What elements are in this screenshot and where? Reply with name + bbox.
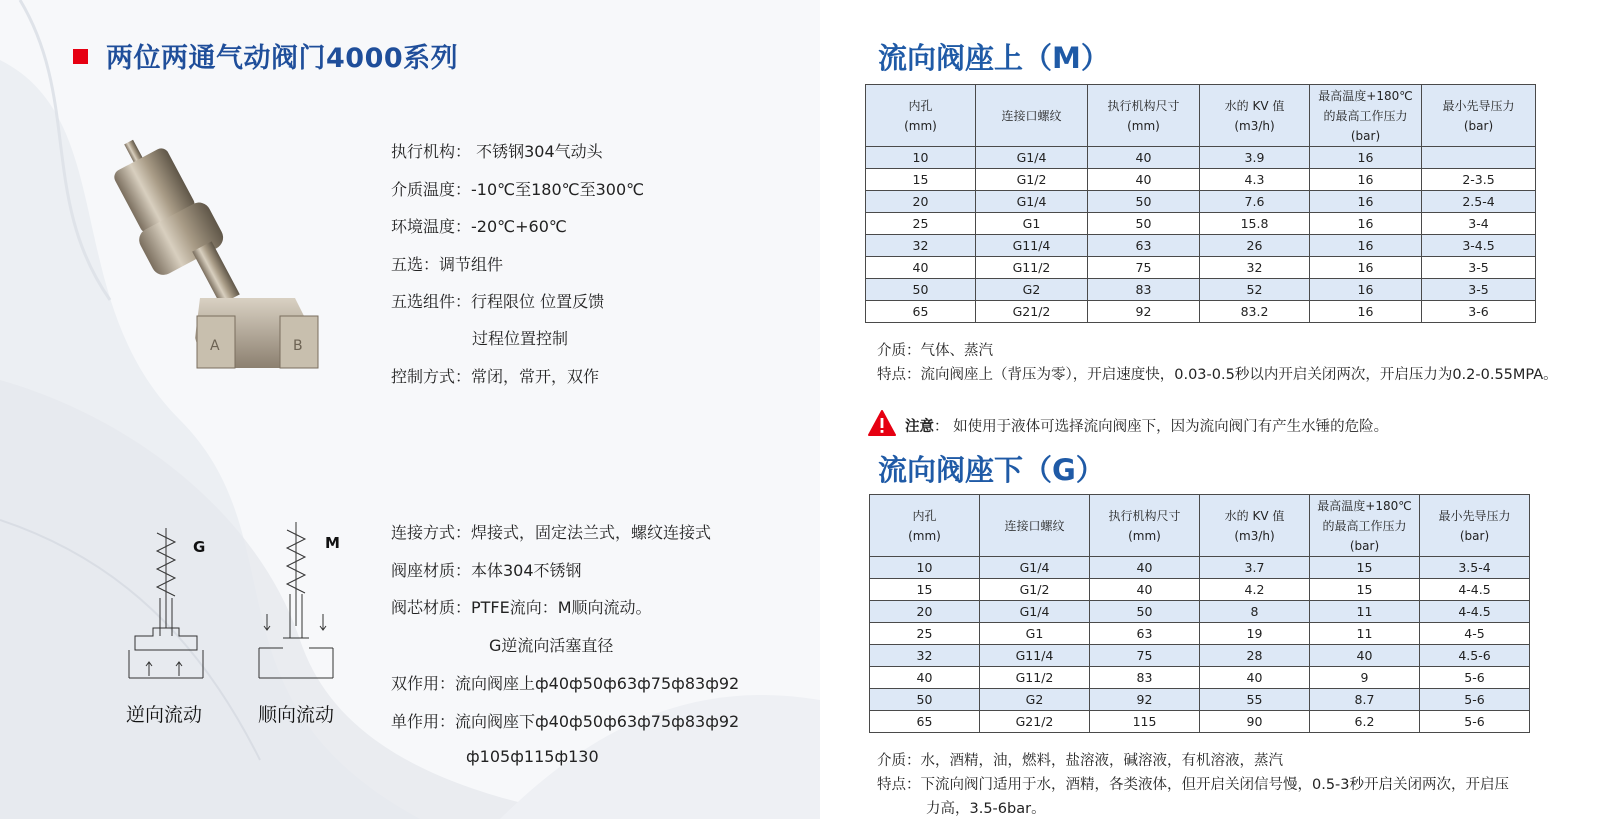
table-row <box>870 711 1530 733</box>
table-cell: 20 <box>870 601 980 623</box>
table-cell: 25 <box>866 213 976 235</box>
table-cell: 4.2 <box>1200 579 1310 601</box>
table-row <box>870 667 1530 689</box>
table-cell: 3-6 <box>1422 301 1536 323</box>
table-cell: 7.6 <box>1200 191 1310 213</box>
svg-text:A: A <box>210 338 220 354</box>
table-cell: 3-4 <box>1422 213 1536 235</box>
table-cell: G2 <box>976 279 1088 301</box>
table-cell: 26 <box>1200 235 1310 257</box>
table-cell: 52 <box>1200 279 1310 301</box>
table-cell: 115 <box>1090 711 1200 733</box>
table-cell: 9 <box>1310 667 1420 689</box>
column-header: 水的 KV 值 (m3/h) <box>1200 495 1310 557</box>
table-cell: 16 <box>1310 191 1422 213</box>
table-cell: 3-4.5 <box>1422 235 1536 257</box>
table-cell <box>1422 147 1536 169</box>
spec-core-material: 阀芯材质：PTFE流向：M顺向流动。 <box>391 598 652 617</box>
table-cell: 50 <box>866 279 976 301</box>
table-row <box>870 623 1530 645</box>
table-cell: 25 <box>870 623 980 645</box>
table-cell: 4.5-6 <box>1420 645 1530 667</box>
spec-medium-temp: 介质温度：-10℃至180℃至300℃ <box>391 180 645 199</box>
table-cell: 4-4.5 <box>1420 601 1530 623</box>
table-row <box>866 169 1536 191</box>
spec-seat-material: 阀座材质：本体304不锈钢 <box>391 561 582 580</box>
table-cell: G21/2 <box>980 711 1090 733</box>
table-cell: 3.5-4 <box>1420 557 1530 579</box>
table-cell: 11 <box>1310 623 1420 645</box>
table-cell: 50 <box>1090 601 1200 623</box>
spec-option-components: 五选组件：行程限位 位置反馈 <box>391 292 605 311</box>
table-cell: 75 <box>1088 257 1200 279</box>
table-cell: 5-6 <box>1420 711 1530 733</box>
table-row <box>866 235 1536 257</box>
table-cell: G11/2 <box>980 667 1090 689</box>
column-header: 最高温度+180℃ 的最高工作压力 (bar) <box>1310 495 1420 557</box>
table-row <box>866 257 1536 279</box>
table-cell: G11/4 <box>976 235 1088 257</box>
svg-text:B: B <box>293 338 303 354</box>
column-header: 水的 KV 值 (m3/h) <box>1200 85 1310 147</box>
forward-flow-letter: M <box>325 534 340 552</box>
table-cell: 16 <box>1310 235 1422 257</box>
warning-label: 注意 <box>905 419 934 435</box>
table-g-feature-line1: 特点：下流向阀门适用于水，酒精，各类液体，但开启关闭信号慢，0.5-3秒开启关闭两次，开启压 <box>877 777 1510 793</box>
table-cell: 8 <box>1200 601 1310 623</box>
table-row <box>870 557 1530 579</box>
table-cell: 32 <box>866 235 976 257</box>
table-cell: 32 <box>870 645 980 667</box>
table-cell: G21/2 <box>976 301 1088 323</box>
table-cell: 4-5 <box>1420 623 1530 645</box>
table-cell: 15.8 <box>1200 213 1310 235</box>
table-cell: 16 <box>1310 257 1422 279</box>
table-cell: 15 <box>1310 557 1420 579</box>
table-m <box>865 84 1536 323</box>
column-header: 内孔 (mm) <box>870 495 980 557</box>
table-cell: G2 <box>980 689 1090 711</box>
table-m-title: 流向阀座上（M） <box>878 41 1110 75</box>
table-cell: 5-6 <box>1420 689 1530 711</box>
table-g-title: 流向阀座下（G） <box>878 453 1105 487</box>
reverse-flow-label: 逆向流动 <box>126 704 203 726</box>
table-cell: 83 <box>1090 667 1200 689</box>
table-cell: 50 <box>1088 213 1200 235</box>
table-cell: 15 <box>870 579 980 601</box>
table-row <box>870 645 1530 667</box>
table-cell: G1/2 <box>980 579 1090 601</box>
table-cell: 65 <box>870 711 980 733</box>
table-cell: 40 <box>1310 645 1420 667</box>
column-header: 连接口螺纹 <box>976 85 1088 147</box>
table-cell: 92 <box>1090 689 1200 711</box>
table-cell: 3-5 <box>1422 279 1536 301</box>
column-header: 最高温度+180℃ 的最高工作压力 (bar) <box>1310 85 1422 147</box>
table-cell: 16 <box>1310 169 1422 191</box>
forward-flow-label: 顺向流动 <box>258 704 335 726</box>
column-header: 执行机构尺寸 (mm) <box>1088 85 1200 147</box>
table-m-feature: 特点：流向阀座上（背压为零），开启速度快，0.03-0.5秒以内开启关闭两次，开启压力为0.2-0.55MPA。 <box>877 367 1558 383</box>
table-cell: 40 <box>870 667 980 689</box>
table-cell: 40 <box>1088 169 1200 191</box>
spec-actuator: 执行机构： 不锈钢304气动头 <box>391 142 603 161</box>
table-cell: 11 <box>1310 601 1420 623</box>
table-cell: G1/4 <box>980 557 1090 579</box>
table-cell: 6.2 <box>1310 711 1420 733</box>
table-cell: G1/2 <box>976 169 1088 191</box>
table-g <box>869 494 1530 733</box>
table-cell: 16 <box>1310 279 1422 301</box>
table-cell: G1 <box>980 623 1090 645</box>
spec-single-acting: 单作用：流向阀座下ф40ф50ф63ф75ф83ф92 <box>391 712 740 731</box>
table-cell: G1/4 <box>976 147 1088 169</box>
table-row <box>866 213 1536 235</box>
spec-single-acting-2: ф105ф115ф130 <box>466 747 599 766</box>
table-cell: 63 <box>1088 235 1200 257</box>
spec-option: 五选：调节组件 <box>391 255 504 274</box>
warning-icon <box>868 410 896 436</box>
table-cell: 83.2 <box>1200 301 1310 323</box>
table-cell: G1/4 <box>976 191 1088 213</box>
warning-text: ： 如使用于液体可选择流向阀座下，因为流向阀门有产生水锤的危险。 <box>934 419 1389 435</box>
table-cell: 15 <box>1310 579 1420 601</box>
spec-option-components-2: 过程位置控制 <box>472 329 569 348</box>
table-cell: 83 <box>1088 279 1200 301</box>
table-cell: 40 <box>866 257 976 279</box>
table-cell: 40 <box>1088 147 1200 169</box>
reverse-flow-letter: G <box>193 538 206 556</box>
table-row <box>870 689 1530 711</box>
table-g-medium: 介质：水，酒精，油，燃料，盐溶液，碱溶液，有机溶液，蒸汽 <box>877 753 1283 769</box>
table-cell: 65 <box>866 301 976 323</box>
table-g-feature-line2: 力高，3.5-6bar。 <box>926 801 1046 817</box>
table-cell: 16 <box>1310 147 1422 169</box>
table-cell: 2.5-4 <box>1422 191 1536 213</box>
table-cell: 16 <box>1310 213 1422 235</box>
table-cell: 10 <box>870 557 980 579</box>
table-cell: 75 <box>1090 645 1200 667</box>
table-cell: G1 <box>976 213 1088 235</box>
table-cell: 3-5 <box>1422 257 1536 279</box>
column-header: 内孔 (mm) <box>866 85 976 147</box>
table-cell: 3.9 <box>1200 147 1310 169</box>
table-cell: 92 <box>1088 301 1200 323</box>
page-title: 两位两通气动阀门4000系列 <box>106 43 459 74</box>
table-cell: 55 <box>1200 689 1310 711</box>
table-cell: 20 <box>866 191 976 213</box>
table-cell: 4-4.5 <box>1420 579 1530 601</box>
column-header: 执行机构尺寸 (mm) <box>1090 495 1200 557</box>
table-cell: 3.7 <box>1200 557 1310 579</box>
table-cell: 40 <box>1090 579 1200 601</box>
table-cell: G1/4 <box>980 601 1090 623</box>
table-row <box>870 579 1530 601</box>
table-cell: 4.3 <box>1200 169 1310 191</box>
table-cell: 16 <box>1310 301 1422 323</box>
warning-note <box>905 415 1388 436</box>
spec-ambient-temp: 环境温度：-20℃+60℃ <box>391 217 567 236</box>
spec-control-mode: 控制方式：常闭，常开，双作 <box>391 367 600 386</box>
table-cell: 90 <box>1200 711 1310 733</box>
table-row <box>870 601 1530 623</box>
table-cell: 50 <box>870 689 980 711</box>
table-cell: 10 <box>866 147 976 169</box>
column-header: 最小先导压力 (bar) <box>1420 495 1530 557</box>
table-cell: 63 <box>1090 623 1200 645</box>
spec-piston-diameter: G逆流向活塞直径 <box>489 636 614 655</box>
table-row <box>866 147 1536 169</box>
table-cell: 15 <box>866 169 976 191</box>
table-cell: 2-3.5 <box>1422 169 1536 191</box>
spec-connection: 连接方式：焊接式，固定法兰式，螺纹连接式 <box>391 523 712 542</box>
table-row <box>866 301 1536 323</box>
table-cell: 32 <box>1200 257 1310 279</box>
table-cell: 19 <box>1200 623 1310 645</box>
column-header: 最小先导压力 (bar) <box>1422 85 1536 147</box>
table-cell: G11/2 <box>976 257 1088 279</box>
table-row <box>866 279 1536 301</box>
table-cell: 40 <box>1200 667 1310 689</box>
table-cell: 5-6 <box>1420 667 1530 689</box>
table-m-medium: 介质：气体、蒸汽 <box>877 343 993 359</box>
table-cell: 8.7 <box>1310 689 1420 711</box>
spec-double-acting: 双作用：流向阀座上ф40ф50ф63ф75ф83ф92 <box>391 674 740 693</box>
table-cell: 28 <box>1200 645 1310 667</box>
column-header: 连接口螺纹 <box>980 495 1090 557</box>
table-cell: 50 <box>1088 191 1200 213</box>
table-row <box>866 191 1536 213</box>
title-marker <box>73 49 88 64</box>
valve-product-image <box>105 128 335 378</box>
table-cell: G11/4 <box>980 645 1090 667</box>
table-cell: 40 <box>1090 557 1200 579</box>
